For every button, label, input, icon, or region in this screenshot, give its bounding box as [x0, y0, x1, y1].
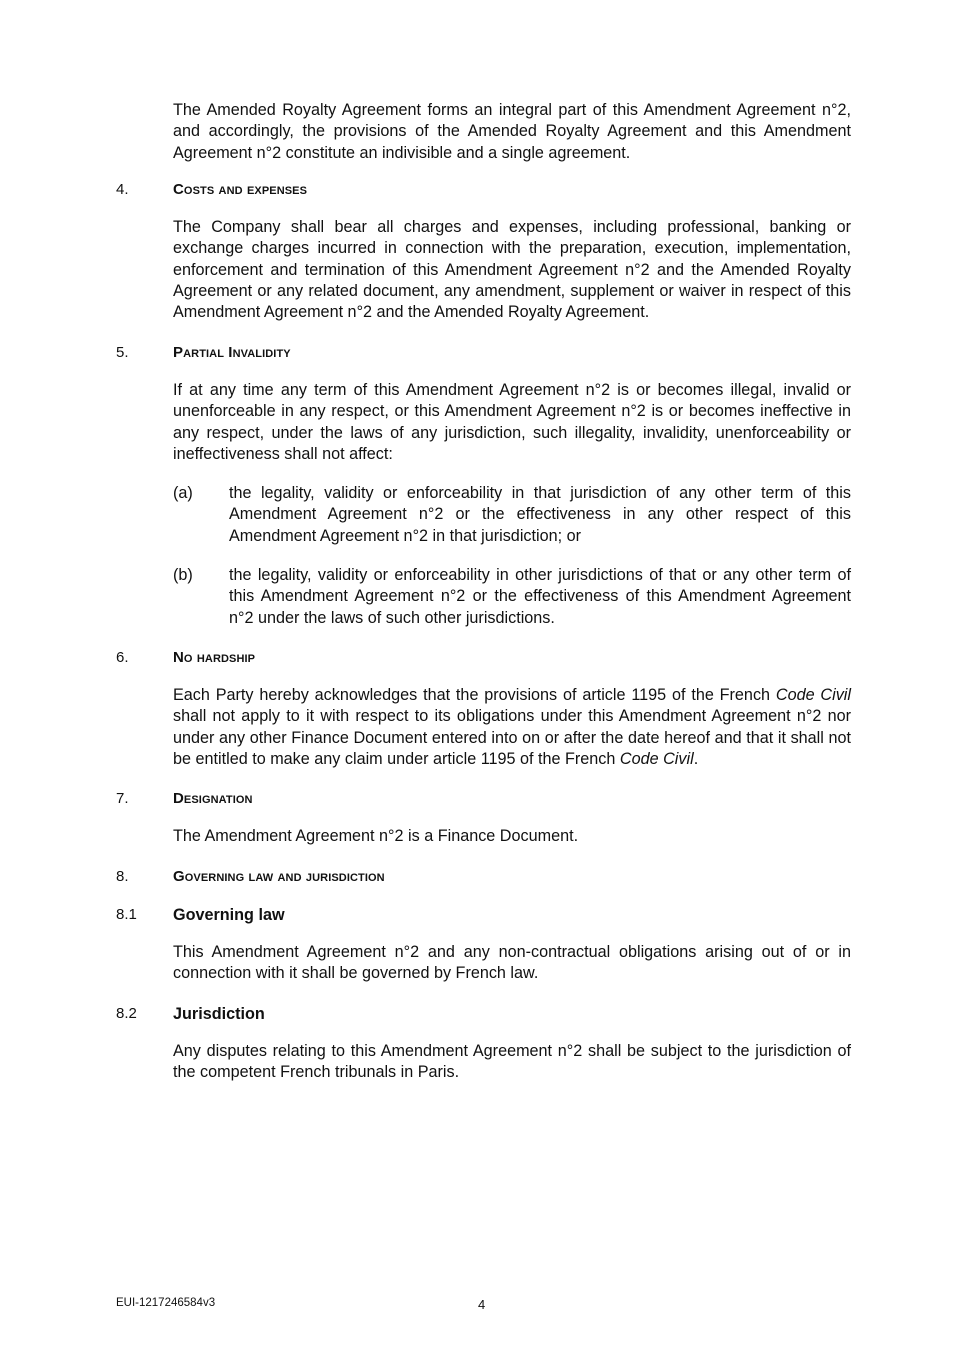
- section-8-2-heading: Jurisdiction: [173, 1005, 265, 1023]
- section-4-body: The Company shall bear all charges and expenses, including professional, banking or exchange charges incurred in connection with the preparation, execution, implementation, enforcement and termination of this Amendment Agreement n°2 and the Amended Royalty Agreement or any related document, any amendment, supplement or waiver in respect of this Amendment Agreement n°2 and the Amended Royalty Agreement.: [173, 218, 851, 322]
- section-6-italic-1: Code Civil: [775, 686, 851, 704]
- section-6-text-2: shall not apply to it with respect to its obligations under this Amendment Agreement n°2 nor under any other Finance Document entered into on or after the date hereof and that it shall not be entitled to make any claim under article 1195 of the French: [173, 707, 851, 768]
- section-8-1-number: 8.1: [116, 906, 137, 923]
- section-7-number: 7.: [116, 790, 129, 807]
- section-8-number: 8.: [116, 868, 129, 885]
- section-8-2-body: Any disputes relating to this Amendment Agreement n°2 shall be subject to the jurisdiction of the competent French tribunals in Paris.: [173, 1042, 851, 1082]
- section-6-italic-2: Code Civil: [619, 749, 694, 768]
- section-5-number: 5.: [116, 344, 129, 361]
- section-4-heading: Costs and expenses: [173, 181, 308, 198]
- section-7-body: The Amendment Agreement n°2 is a Finance Document.: [173, 827, 579, 845]
- section-8-1-heading: Governing law: [173, 906, 285, 924]
- section-5-heading: Partial Invalidity: [173, 344, 291, 361]
- section-6-number: 6.: [116, 649, 129, 666]
- section-4-number: 4.: [116, 181, 129, 198]
- footer-page-number: 4: [478, 1297, 486, 1312]
- section-7-heading: Designation: [173, 790, 253, 807]
- section-5-body: If at any time any term of this Amendment Agreement n°2 is or becomes illegal, invalid or unenforceable in any respect, or this Amendment Agreement n°2 is or becomes ineffective in any respect, under the laws of any jurisdiction, such illegality, invalidity, unenforceability or ineffectiveness shall not affect:: [173, 381, 851, 463]
- section-8-heading: Governing law and jurisdiction: [173, 868, 385, 885]
- section-5-item-b-text: the legality, validity or enforceability in other jurisdictions of that or any other term of this Amendment Agreement n°2 or the effectiveness of this Amendment Agreement n°2 under the laws of such other jurisdictions.: [229, 566, 851, 627]
- section-8-2-number: 8.2: [116, 1005, 137, 1022]
- section-6-heading: No hardship: [173, 649, 256, 666]
- section-6-body: [173, 685, 851, 770]
- section-5-item-a-text: the legality, validity or enforceability in that jurisdiction of any other term of this Amendment Agreement n°2 or the effectiveness in any other respect of this Amendment Agreement n°2 in that jurisdiction; or: [229, 484, 851, 545]
- section-5-item-a-letter: (a): [173, 484, 193, 502]
- section-5-item-b-letter: (b): [173, 566, 193, 584]
- section-8-1-body: This Amendment Agreement n°2 and any non-contractual obligations arising out of or in connection with it shall be governed by French law.: [173, 943, 851, 983]
- section-6-text-3: .: [693, 749, 699, 768]
- section-6-text-1: Each Party hereby acknowledges that the provisions of article 1195 of the French: [173, 686, 776, 704]
- intro-paragraph: The Amended Royalty Agreement forms an integral part of this Amendment Agreement n°2, and accordingly, the provisions of the Amended Royalty Agreement and this Amendment Agreement n°2 constitute an indivisible and a single agreement.: [173, 101, 851, 162]
- footer-document-id: EUI-1217246584v3: [116, 1297, 216, 1309]
